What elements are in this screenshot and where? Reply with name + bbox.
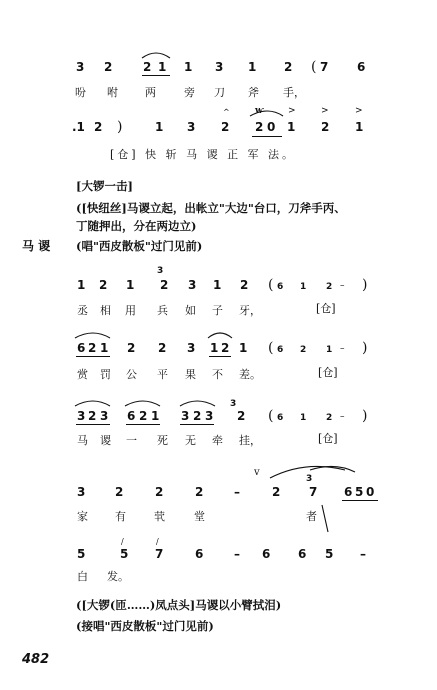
lyric: 无 [185,434,196,447]
note: 2 [94,120,103,134]
note: 6 [357,60,366,74]
lyric: 旁 [184,86,195,99]
note: 1 [184,60,193,74]
slur [180,401,215,406]
note: 2 [143,60,152,74]
lyric: 白 [77,570,88,583]
note: 6 [195,547,204,561]
slur [75,333,110,338]
note: 1 [100,341,109,355]
slur [142,53,170,58]
note: .1 [72,120,85,134]
breath-mark: v [254,467,260,478]
note: 1 [355,120,364,134]
note: 2 [88,341,97,355]
trill-mark: ⱳ [255,106,264,116]
tick-mark: / [121,537,124,546]
close-paren: ) [117,119,123,135]
lyric: 兵 [157,304,168,317]
lyric: 罚 [100,368,111,381]
dash: – [340,412,345,422]
slur [125,401,160,406]
slur [270,466,345,478]
slur [250,111,283,116]
lyric: 不 [212,368,223,381]
note: 3 [215,60,224,74]
note: 1 [300,413,307,423]
note: 3 [77,409,86,423]
note: 5 [325,547,334,561]
lyric: 发。 [107,570,129,583]
note: 1 [151,409,160,423]
note: 1 [287,120,296,134]
note: 5 [355,485,364,499]
note: 3 [76,60,85,74]
close-paren: ) [362,277,368,293]
role-name: 马 谡 [22,239,51,253]
note: 2 [272,485,281,499]
slur [75,401,110,406]
note: 2 [326,282,333,292]
note: 3 [187,341,196,355]
lyric: 马 [77,434,88,447]
lyric: 平 [157,368,168,381]
tick-stroke [322,505,328,532]
note: 3 [100,409,109,423]
lyric: 挂， [239,434,261,447]
open-paren: ( [311,59,317,75]
open-paren: ( [268,340,274,356]
lyric: 公 [126,368,137,381]
slur [208,333,232,338]
note: 2 [300,345,307,355]
note: 1 [248,60,257,74]
lyric: 差。 [239,368,261,381]
note: 5 [120,547,129,561]
lyric: 相 [100,304,111,317]
note: 6 [277,345,284,355]
note: 6 [262,547,271,561]
lyric: 斧 [248,86,259,99]
close-paren: ) [362,408,368,424]
note: 1 [77,278,86,292]
note: 6 [298,547,307,561]
dash: – [340,344,345,354]
note: 0 [366,485,375,499]
page-number: 482 [22,652,50,667]
lyric: 果 [185,368,196,381]
stage-direction: ([快纽丝]马谡立起，出帐立"大边"台口，刀斧手丙、 [76,201,346,215]
note: 2 [139,409,148,423]
grace-note: 3 [230,399,237,409]
note: 6 [344,485,353,499]
dash: – [360,547,366,561]
lyric: 两 [145,86,156,99]
role-direction: (唱"西皮散板"过门见前) [76,239,203,253]
lyric: 者 [306,510,317,523]
lyric: 谡 [100,434,111,447]
note: 2 [321,120,330,134]
note: 2 [195,485,204,499]
note: 2 [221,120,230,134]
note: 1 [126,278,135,292]
note: 1 [239,341,248,355]
grace-note: 3 [306,474,313,484]
stage-direction: 丁随押出，分在两边立) [76,219,197,233]
note: 6 [77,341,86,355]
note: 5 [77,547,86,561]
note: 2 [284,60,293,74]
accent-mark: > [355,106,363,116]
note: 2 [127,341,136,355]
note: 1 [158,60,167,74]
lyric: 丞 [77,304,88,317]
lyric-line: [仓] 快 斩 马 谡 正 军 法。 [110,148,297,161]
stage-direction: (接唱"西皮散板"过门见前) [76,619,214,633]
lyric: 刀 [214,86,225,99]
lyric: 死 [157,434,168,447]
note: 7 [320,60,329,74]
note: 1 [213,278,222,292]
cang-cue: [仓] [318,432,338,445]
note: 3 [181,409,190,423]
note: 2 [240,278,249,292]
stage-direction: ([大锣(匝……)凤点头]马谡以小臂拭泪) [76,598,282,612]
note: 2 [88,409,97,423]
lyric: 茕 [154,510,165,523]
note: 7 [155,547,164,561]
note: 2 [221,341,230,355]
close-paren: ) [362,340,368,356]
tick-mark: / [156,537,159,546]
note: 1 [155,120,164,134]
note: 2 [155,485,164,499]
accent-mark: > [288,106,296,116]
note: 2 [104,60,113,74]
lyric: 家 [77,510,88,523]
dash: – [340,281,345,291]
note: 2 [255,120,264,134]
note: 1 [210,341,219,355]
grace-note: 3 [157,266,164,276]
cang-cue: [仓] [318,366,338,379]
lyric: 赏 [77,368,88,381]
note: 0 [267,120,276,134]
lyric: 用 [125,304,136,317]
open-paren: ( [268,408,274,424]
lyric: 手， [283,86,305,99]
fermata-mark: ^ [223,108,230,117]
percussion-cue: [大锣一击] [76,179,133,193]
lyric: 吩 [75,86,86,99]
note: 3 [205,409,214,423]
lyric: 有 [115,510,126,523]
lyric: 牵 [212,434,223,447]
lyric: 一 [126,434,137,447]
note: 2 [193,409,202,423]
lyric: 堂 [194,510,205,523]
note: 6 [277,413,284,423]
lyric: 子 [212,304,223,317]
dash: – [234,485,240,499]
cang-cue: [仓] [316,302,336,315]
note: 6 [277,282,284,292]
note: 2 [160,278,169,292]
note: 6 [127,409,136,423]
note: 2 [326,413,333,423]
note: 2 [99,278,108,292]
note: 3 [187,120,196,134]
lyric: 牙， [239,304,261,317]
note: 7 [309,485,318,499]
lyric: 如 [185,304,196,317]
lyric: 咐 [107,86,118,99]
note: 1 [300,282,307,292]
note: 3 [77,485,86,499]
note: 3 [188,278,197,292]
note: 2 [115,485,124,499]
note: 1 [326,345,333,355]
note: 2 [237,409,246,423]
accent-mark: > [321,106,329,116]
dash: – [234,547,240,561]
open-paren: ( [268,277,274,293]
note: 2 [158,341,167,355]
